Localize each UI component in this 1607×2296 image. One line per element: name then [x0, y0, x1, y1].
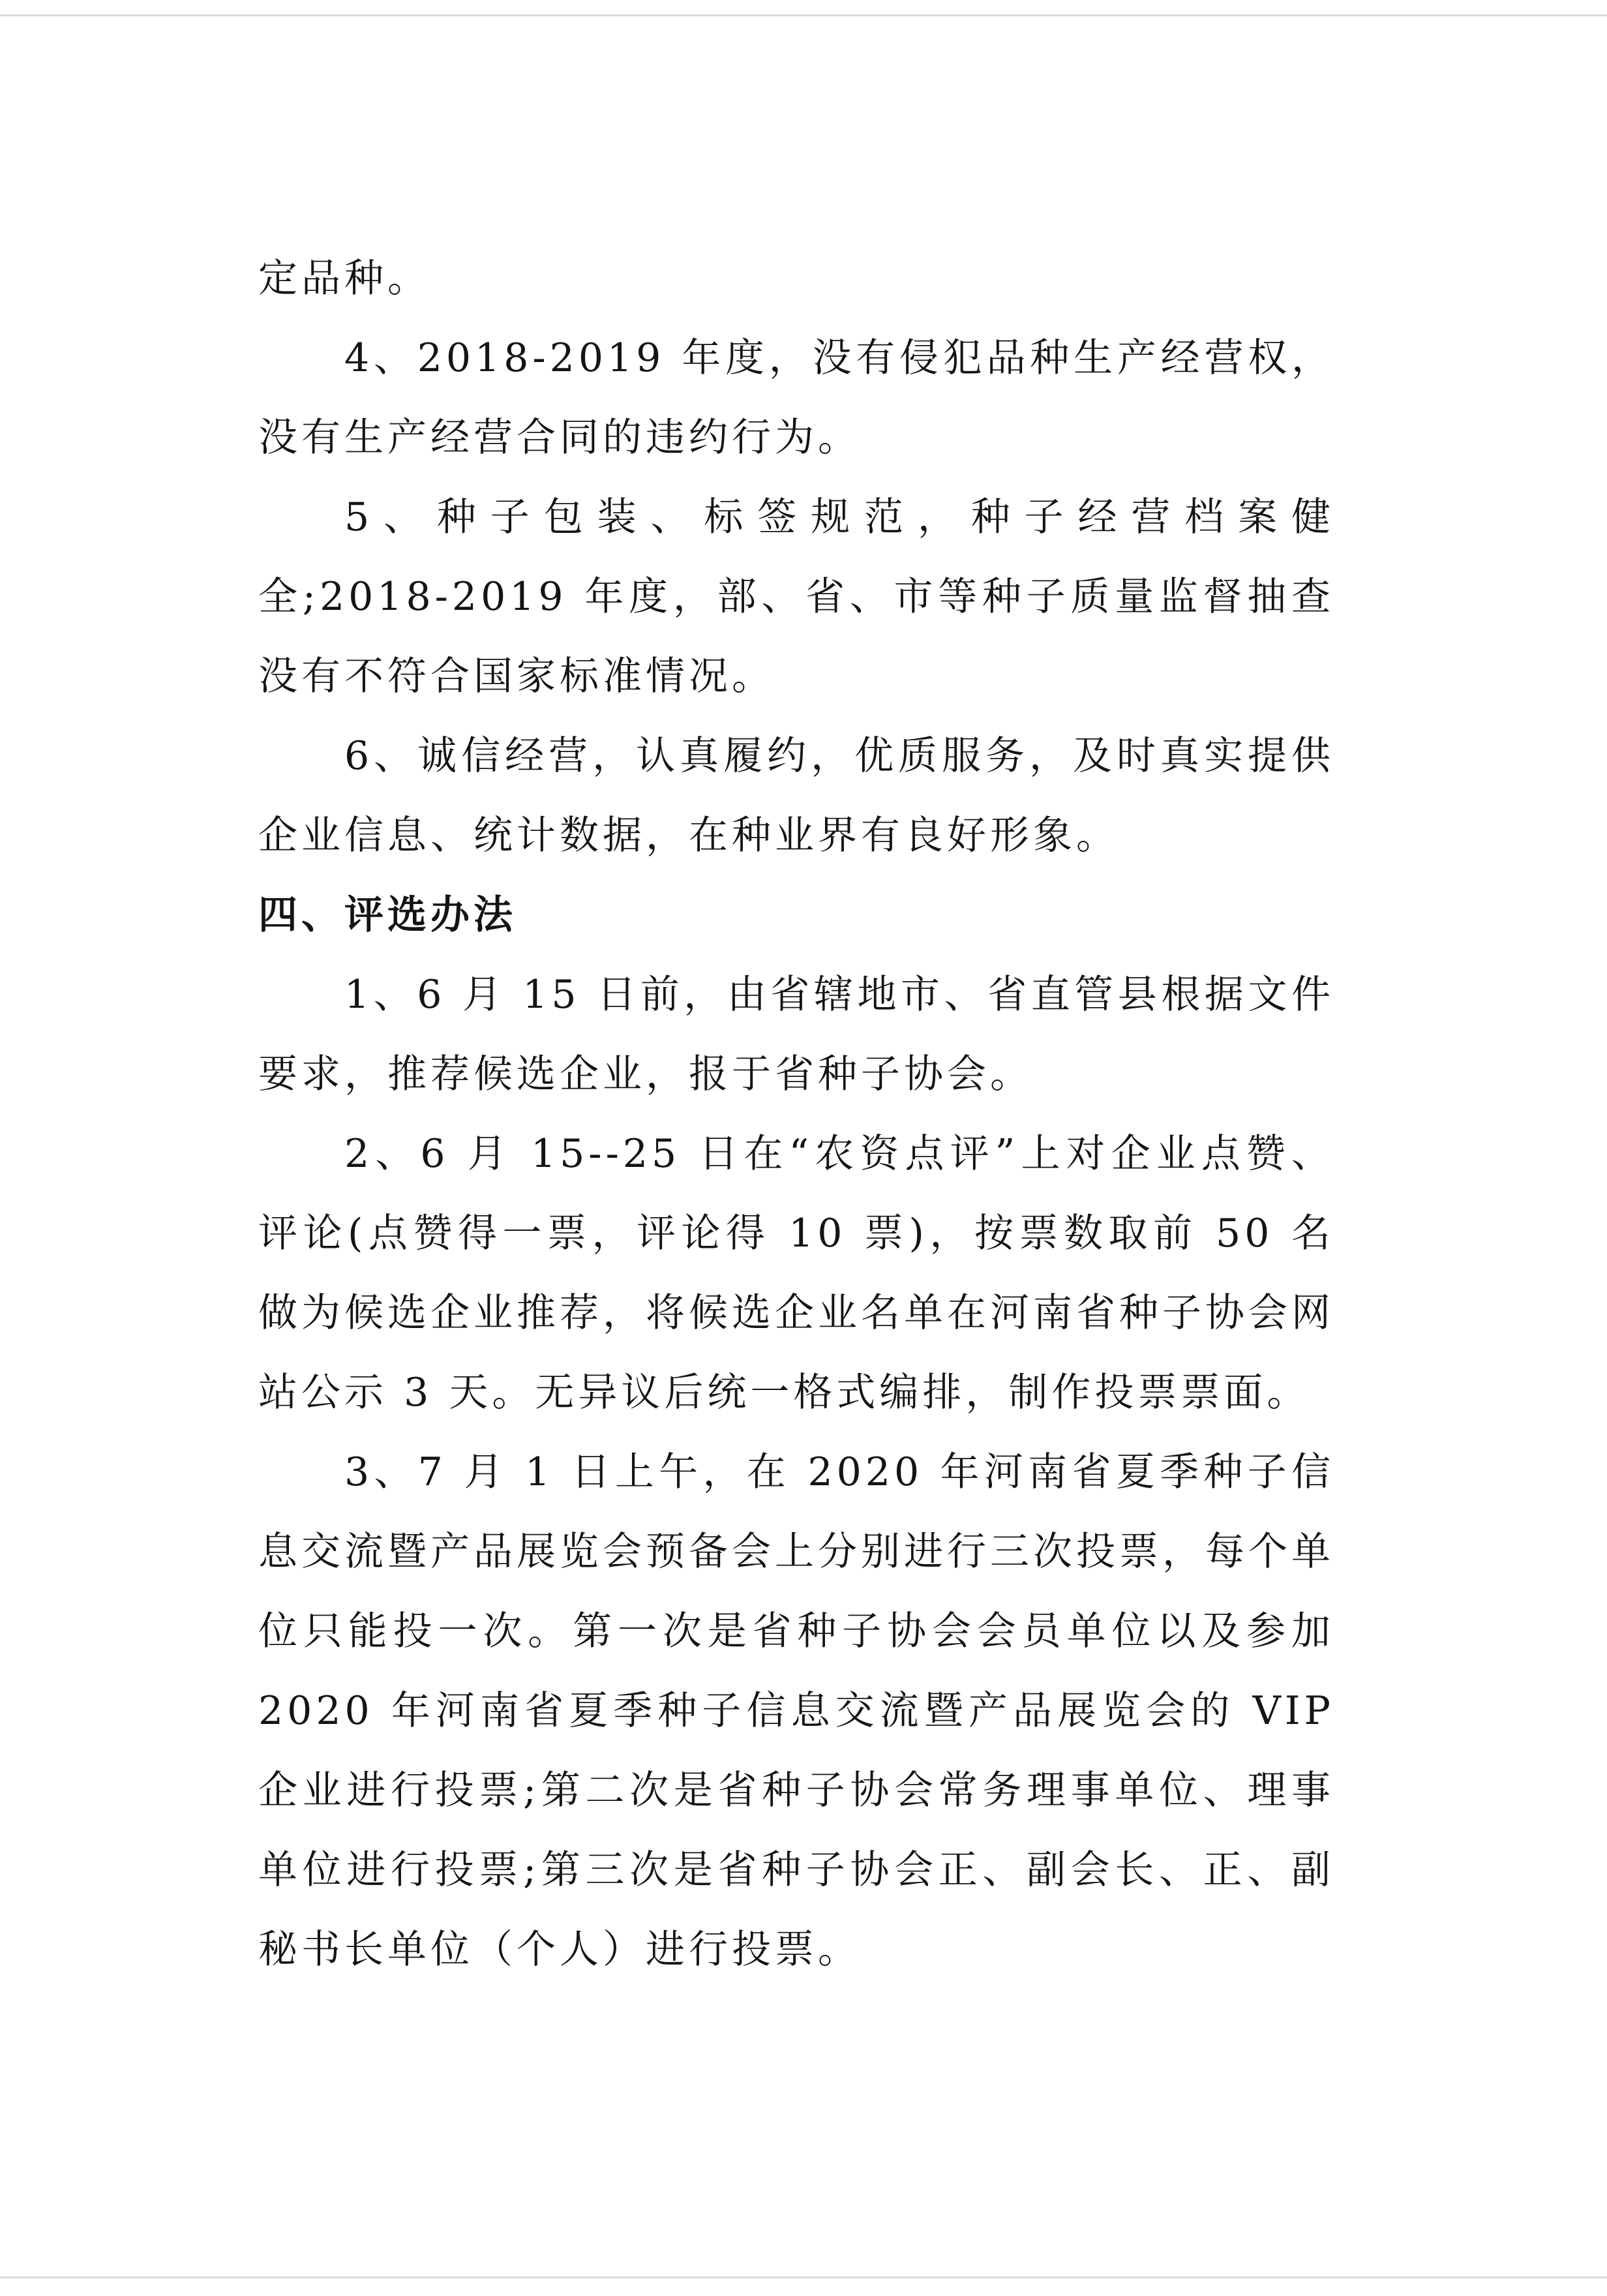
paragraph-method-3: 3、7 月 1 日上午，在 2020 年河南省夏季种子信息交流暨产品展览会预备会上分别进行三次投票，每个单位只能投一次。第一次是省种子协会会员单位以及参加 2020 年河南省夏季种子信息交流暨产品展览会的 VIP 企业进行投票;第二次是省种子协会常务理事单位、理事单位进行投票;第三次是省种子协会正、副会长、正、副秘书长单位（个人）进行投票。	[258, 1449, 1334, 1972]
paragraph-method-2: 2、6 月 15--25 日在“农资点评”上对企业点赞、评论(点赞得一票，评论得 10 票)，按票数取前 50 名做为候选企业推荐，将候选企业名单在河南省种子协会网站公示 3 天。无异议后统一格式编排，制作投票票面。	[258, 1131, 1334, 1415]
paragraph-criterion-6: 6、诚信经营，认真履约，优质服务，及时真实提供企业信息、统计数据，在种业界有良好形象。	[258, 733, 1334, 858]
paragraph-criterion-5: 5、种子包装、标签规范，种子经营档案健全;2018-2019 年度，部、省、市等种子质量监督抽查没有不符合国家标准情况。	[258, 494, 1334, 699]
paragraph-criterion-4: 4、2018-2019 年度，没有侵犯品种生产经营权，没有生产经营合同的违约行为。	[258, 335, 1334, 461]
paragraph-method-1: 1、6 月 15 日前，由省辖地市、省直管县根据文件要求，推荐候选企业，报于省种子协会。	[258, 972, 1334, 1097]
scan-bottom-edge	[0, 2276, 1607, 2278]
section-heading: 四、评选办法	[258, 892, 517, 938]
scan-top-edge	[0, 14, 1607, 16]
paragraph-continuation: 定品种。	[258, 256, 430, 301]
document-body	[258, 239, 1334, 1989]
